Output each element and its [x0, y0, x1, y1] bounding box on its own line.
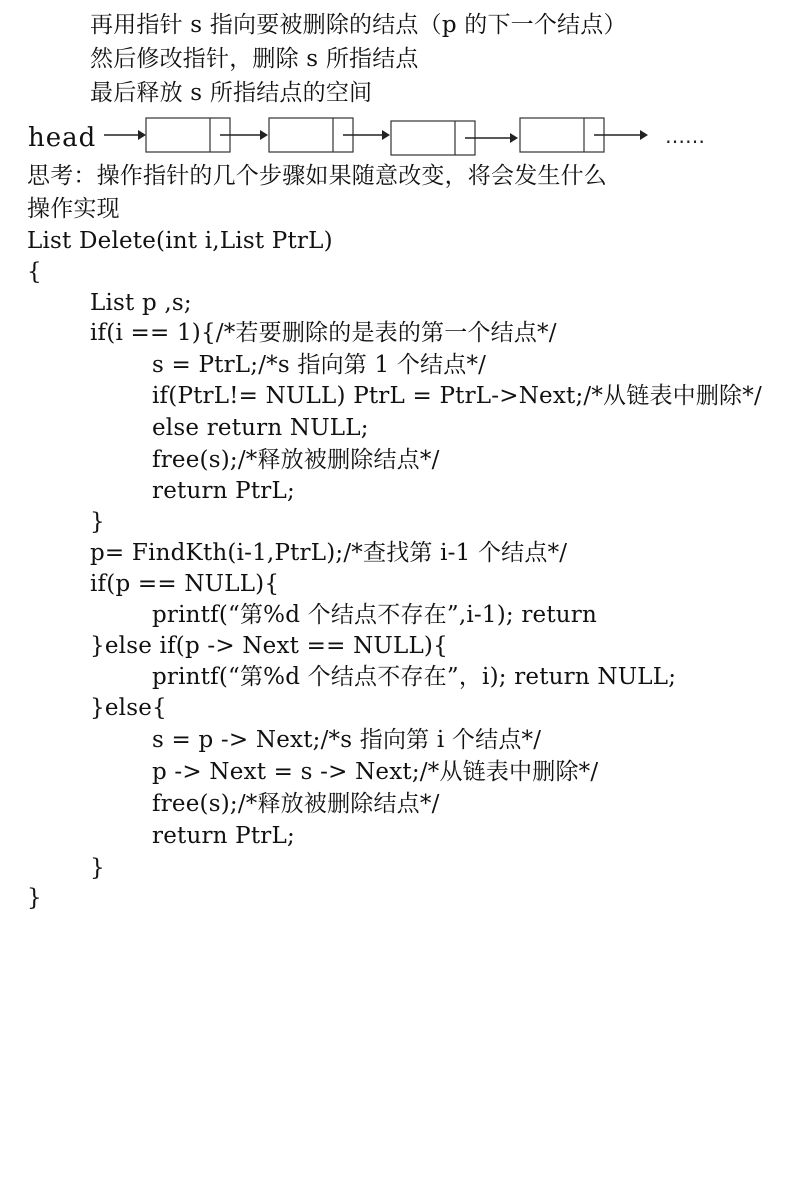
code-line: } — [90, 509, 105, 535]
code-line: return PtrL; — [152, 478, 295, 504]
list-node-1 — [146, 118, 230, 152]
ellipsis: …… — [665, 124, 705, 148]
code-line: if(PtrL!= NULL) PtrL = PtrL->Next;/*从链表中删除*/ — [152, 383, 762, 409]
code-line: }else if(p -> Next == NULL){ — [90, 633, 448, 659]
code-line: return PtrL; — [152, 823, 295, 849]
impl-title: 操作实现 — [27, 196, 120, 222]
intro-line-1: 再用指针 s 指向要被删除的结点（p 的下一个结点） — [90, 12, 627, 38]
code-line: if(p == NULL){ — [90, 571, 280, 597]
arrow-head-to-node-1 — [104, 130, 146, 140]
code-line: free(s);/*释放被删除结点*/ — [152, 447, 440, 473]
think-line: 思考：操作指针的几个步骤如果随意改变，将会发生什么 — [27, 163, 607, 189]
code-line: { — [27, 259, 42, 285]
code-line: List p ,s; — [90, 290, 192, 316]
code-line: } — [27, 885, 42, 911]
code-line: else return NULL; — [152, 415, 369, 441]
code-line: p= FindKth(i-1,PtrL);/*查找第 i-1 个结点*/ — [90, 540, 568, 566]
code-line: List Delete(int i,List PtrL) — [27, 228, 333, 254]
list-node-2 — [269, 118, 353, 152]
code-line: p -> Next = s -> Next;/*从链表中删除*/ — [152, 759, 599, 785]
intro-line-2: 然后修改指针，删除 s 所指结点 — [90, 46, 419, 72]
code-line: s = PtrL;/*s 指向第 1 个结点*/ — [152, 352, 487, 378]
code-line: printf(“第%d 个结点不存在”，i); return NULL; — [152, 664, 677, 690]
code-line: s = p -> Next;/*s 指向第 i 个结点*/ — [152, 727, 542, 753]
code-line: printf(“第%d 个结点不存在”,i-1); return — [152, 602, 597, 628]
head-label: head — [28, 123, 97, 153]
list-node-3 — [391, 121, 475, 155]
code-line: if(i == 1){/*若要删除的是表的第一个结点*/ — [90, 320, 557, 346]
linked-list-diagram — [20, 114, 750, 160]
code-line: free(s);/*释放被删除结点*/ — [152, 791, 440, 817]
code-line: }else{ — [90, 695, 167, 721]
intro-line-3: 最后释放 s 所指结点的空间 — [90, 80, 373, 106]
code-line: } — [90, 855, 105, 881]
list-node-4 — [520, 118, 604, 152]
